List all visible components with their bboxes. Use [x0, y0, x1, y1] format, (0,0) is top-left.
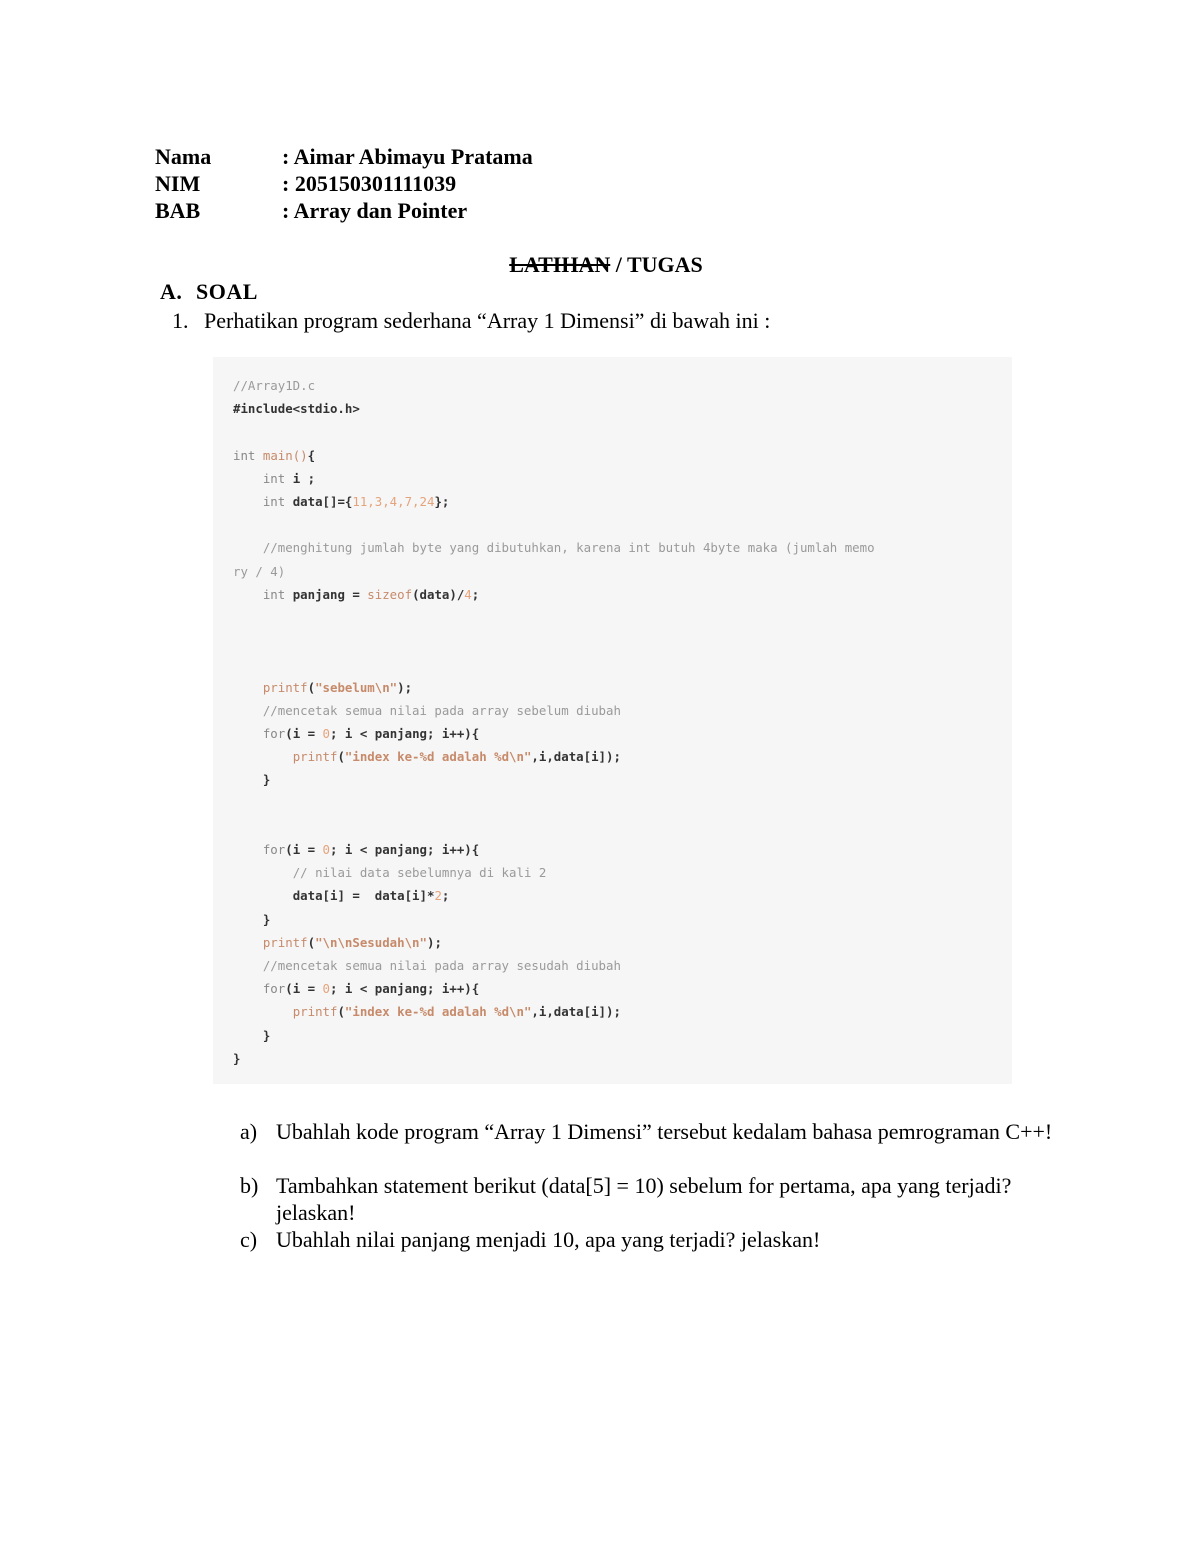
code-number: 2	[434, 888, 442, 904]
code-function: printf	[292, 1004, 338, 1020]
code-text	[233, 374, 875, 1070]
section-label: SOAL	[196, 279, 258, 304]
code-number: 0	[322, 981, 331, 997]
code-function: printf	[262, 679, 308, 695]
code-string: "\n\nSesudah\n"	[315, 934, 427, 950]
code-number: 0	[322, 726, 331, 742]
nama-value: : Aimar Abimayu Pratama	[282, 144, 533, 169]
code-text-fragment: (i =	[285, 842, 323, 858]
code-text-fragment: (data)/	[412, 586, 465, 602]
question-1-text: Perhatikan program sederhana “Array 1 Dimensi” di bawah ini :	[204, 308, 771, 333]
subquestion-text: Ubahlah kode program “Array 1 Dimensi” tersebut kedalam bahasa pemrograman C++!	[276, 1119, 1053, 1144]
code-brace: }	[262, 911, 271, 927]
bab-value: : Array dan Pointer	[282, 198, 468, 223]
code-comment: //menghitung jumlah byte yang dibutuhkan, karena int butuh 4byte maka (jumlah memo	[262, 540, 875, 556]
code-brace: }	[233, 1050, 241, 1066]
code-comment: // nilai data sebelumnya di kali 2	[292, 865, 547, 881]
page-title	[0, 252, 1200, 278]
code-keyword: int	[262, 470, 286, 486]
code-comment: //mencetak semua nilai pada array sesudah diubah	[262, 958, 621, 974]
code-text-fragment: ,i,data[i]);	[531, 749, 621, 765]
code-text-fragment: i ;	[285, 470, 316, 486]
code-text-fragment: ; i < panjang; i++){	[330, 981, 480, 997]
code-function: printf	[292, 749, 338, 765]
code-function: sizeof	[367, 586, 413, 602]
question-1	[172, 308, 770, 334]
code-text-fragment: data[i] = data[i]*	[292, 888, 435, 904]
code-include: #include<stdio.h>	[233, 401, 360, 417]
code-text-fragment: (	[337, 1004, 345, 1020]
code-text-fragment: );	[397, 679, 413, 695]
code-text-fragment: ,i,data[i]);	[531, 1004, 621, 1020]
bab-label: BAB	[155, 198, 201, 223]
code-keyword: int	[233, 447, 256, 463]
title-struck: LATIHAN	[509, 252, 611, 277]
code-text-fragment: data[]={	[285, 494, 353, 510]
nim-value: : 205150301111039	[282, 171, 457, 196]
code-text-fragment: (i =	[285, 981, 323, 997]
code-text-fragment: (i =	[285, 726, 323, 742]
code-text-fragment: ;	[441, 888, 450, 904]
code-function: printf	[262, 934, 308, 950]
code-comment: //Array1D.c	[233, 378, 316, 393]
code-number: 4	[464, 586, 472, 602]
code-comment: //mencetak semua nilai pada array sebelum diubah	[262, 702, 621, 718]
code-function: main()	[262, 447, 308, 463]
section-heading	[160, 279, 258, 305]
code-text-fragment: ;	[471, 586, 480, 602]
subquestion-text: Ubahlah nilai panjang menjadi 10, apa yang terjadi? jelaskan!	[276, 1227, 821, 1252]
question-1-number: 1.	[172, 308, 189, 333]
subquestion-label: c)	[240, 1227, 258, 1252]
code-text-fragment: (	[307, 934, 316, 950]
code-text-fragment: {	[307, 447, 316, 463]
code-text-fragment: (	[307, 679, 316, 695]
code-string: "sebelum\n"	[315, 679, 398, 695]
code-comment: ry / 4)	[233, 563, 286, 579]
code-keyword: int	[262, 494, 286, 510]
code-keyword: for	[262, 981, 286, 997]
code-keyword: for	[262, 726, 286, 742]
code-text-fragment: };	[434, 494, 450, 510]
code-brace: }	[262, 1027, 271, 1043]
code-text-fragment: (	[337, 749, 345, 765]
code-keyword: int	[262, 586, 286, 602]
code-text-fragment: ; i < panjang; i++){	[330, 842, 480, 858]
code-number: 11,3,4,7,24	[352, 494, 435, 510]
code-string: "index ke-%d adalah %d\n"	[344, 1004, 532, 1020]
code-brace: }	[262, 772, 271, 788]
section-letter: A.	[160, 279, 183, 304]
code-block	[213, 357, 1012, 1084]
subquestion-text: Tambahkan statement berikut (data[5] = 10) sebelum for pertama, apa yang terjadi? jelaskan!	[276, 1173, 1012, 1225]
code-number: 0	[322, 842, 331, 858]
nim-label: NIM	[155, 171, 201, 196]
title-rest: / TUGAS	[610, 252, 703, 277]
code-text-fragment: ; i < panjang; i++){	[330, 726, 480, 742]
subquestion-label: a)	[240, 1119, 258, 1144]
subquestion-label: b)	[240, 1173, 259, 1198]
code-text-fragment: panjang =	[285, 586, 368, 602]
code-text-fragment: );	[426, 934, 442, 950]
code-keyword: for	[262, 842, 286, 858]
nama-label: Nama	[155, 144, 212, 169]
code-string: "index ke-%d adalah %d\n"	[344, 749, 532, 765]
